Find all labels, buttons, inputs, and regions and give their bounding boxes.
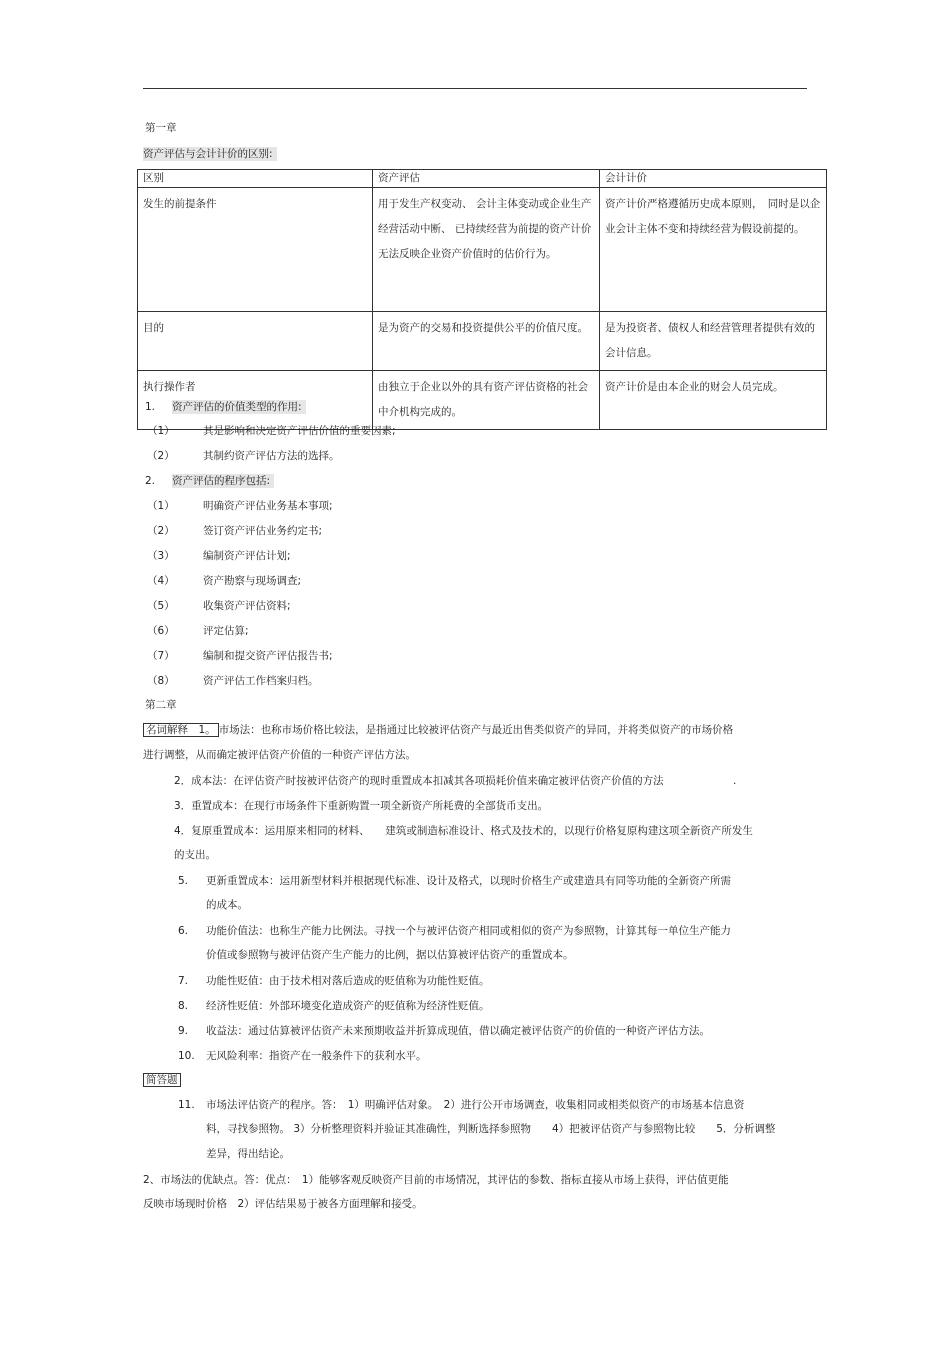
term-4: 4．复原重置成本：运用原来相同的材料、 建筑或制造标准设计、格式及技术的，以现行价格复原构建这项全新资产所发生 xyxy=(174,825,753,837)
term-4-cont: 的支出。 xyxy=(174,849,216,861)
list-item: （1） 明确资产评估业务基本事项; xyxy=(147,500,333,512)
accounting-cell: 是为投资者、债权人和经营管理者提供有效的会计信息。 xyxy=(600,312,827,371)
term-3: 3．重置成本：在现行市场条件下重新购置一项全新资产所耗费的全部货币支出。 xyxy=(174,800,549,812)
term-1-cont: 进行调整，从而确定被评估资产价值的一种资产评估方法。 xyxy=(143,749,416,761)
term-7: 功能性贬值：由于技术相对落后造成的贬值称为功能性贬值。 xyxy=(206,975,490,987)
term-2-end: . xyxy=(733,775,737,787)
list-item: （5） 收集资产评估资料; xyxy=(147,600,291,612)
term-10-num: 10. xyxy=(178,1050,195,1062)
asset-eval-cell: 由独立于企业以外的具有资产评估资格的社会中介机构完成的。 xyxy=(373,371,600,430)
asset-eval-cell: 用于发生产权变动、 会计主体变动或企业生产经营活动中断、 已持续经营为前提的资产计价无法反映企业资产价值时的估价行为。 xyxy=(373,188,600,312)
accounting-cell: 资产计价严格遵循历史成本原则， 同时是以企业会计主体不变和持续经营为假设前提的。 xyxy=(600,188,827,312)
term-5-num: 5. xyxy=(178,875,189,887)
term-5: 更新重置成本：运用新型材料并根据现代标准、设计及格式，以现时价格生产或建造具有同等功能的全新资产所需 xyxy=(206,875,731,887)
term-10: 无风险利率：指资产在一般条件下的获利水平。 xyxy=(206,1050,427,1062)
list-item: （2） 签订资产评估业务约定书; xyxy=(147,525,323,537)
term-5-cont: 的成本。 xyxy=(206,899,248,911)
list-item: （2） 其制约资产评估方法的选择。 xyxy=(147,450,340,462)
row-label: 执行操作者 xyxy=(138,371,373,430)
accounting-cell: 资产计价是由本企业的财会人员完成。 xyxy=(600,371,827,430)
chapter-1-title: 第一章 xyxy=(145,122,177,134)
question-11: 市场法评估资产的程序。答： 1）明确评估对象。 2）进行公开市场调查，收集相同或相类似资产的市场基本信息资 xyxy=(206,1099,745,1111)
term-6-cont: 价值或参照物与被评估资产生产能力的比例，据以估算被评估资产的重置成本。 xyxy=(206,949,574,961)
section-1-heading: 1. 资产评估的价值类型的作用: xyxy=(145,400,306,414)
qa-label-box: 简答题 xyxy=(143,1073,181,1087)
header-cell: 会计计价 xyxy=(600,170,827,188)
term-8-num: 8. xyxy=(178,1000,189,1012)
terms-label-box: 名词解释 1。 xyxy=(143,723,219,737)
term-6-num: 6. xyxy=(178,925,189,937)
question-11-num: 11. xyxy=(178,1099,195,1111)
term-6: 功能价值法：也称生产能力比例法。寻找一个与被评估资产相同或相似的资产为参照物，计算其每一单位生产能力 xyxy=(206,925,731,937)
term-2: 2．成本法：在评估资产时按被评估资产的现时重置成本扣减其各项损耗价值来确定被评估资产价值的方法 xyxy=(174,775,664,787)
header-cell: 区别 xyxy=(138,170,373,188)
table-row xyxy=(138,188,827,312)
section-2-heading: 2. 资产评估的程序包括: xyxy=(145,474,274,488)
term-9-num: 9. xyxy=(178,1025,189,1037)
list-item: （3） 编制资产评估计划; xyxy=(147,550,291,562)
table-heading: 资产评估与会计计价的区别: xyxy=(143,147,277,161)
question-11-cont2: 差异，得出结论。 xyxy=(206,1148,290,1160)
list-item: （7） 编制和提交资产评估报告书; xyxy=(147,650,333,662)
question-2: 2、市场法的优缺点。答：优点： 1）能够客观反映资产目前的市场情况，其评估的参数、指标直接从市场上获得，评估值更能 xyxy=(143,1174,729,1186)
chapter-2-title: 第二章 xyxy=(145,699,177,711)
term-7-num: 7. xyxy=(178,975,189,987)
question-11-cont: 料，寻找参照物。 3）分析整理资料并验证其准确性，判断选择参照物 4）把被评估资产与参照物比较 5．分析调整 xyxy=(206,1123,776,1135)
header-rule xyxy=(143,88,807,89)
question-2-cont: 反映市场现时价格 2）评估结果易于被各方面理解和接受。 xyxy=(143,1198,423,1210)
table-header-row xyxy=(138,170,827,188)
table-row xyxy=(138,312,827,371)
asset-eval-cell: 是为资产的交易和投资提供公平的价值尺度。 xyxy=(373,312,600,371)
list-item: （1） 其是影响和决定资产评估价值的重要因素; xyxy=(147,425,396,437)
row-label: 目的 xyxy=(138,312,373,371)
term-8: 经济性贬值：外部环境变化造成资产的贬值称为经济性贬值。 xyxy=(206,1000,490,1012)
row-label: 发生的前提条件 xyxy=(138,188,373,312)
list-item: （6） 评定估算; xyxy=(147,625,249,637)
list-item: （8） 资产评估工作档案归档。 xyxy=(147,675,319,687)
qa-heading xyxy=(143,1073,181,1087)
term-1: 名词解释 1。 市场法：也称市场价格比较法，是指通过比较被评估资产与最近出售类似资产的异同，并将类似资产的市场价格 xyxy=(143,723,733,737)
comparison-table xyxy=(137,169,827,430)
header-cell: 资产评估 xyxy=(373,170,600,188)
list-item: （4） 资产勘察与现场调查; xyxy=(147,575,302,587)
term-9: 收益法：通过估算被评估资产未来预期收益并折算成现值，借以确定被评估资产的价值的一种资产评估方法。 xyxy=(206,1025,710,1037)
